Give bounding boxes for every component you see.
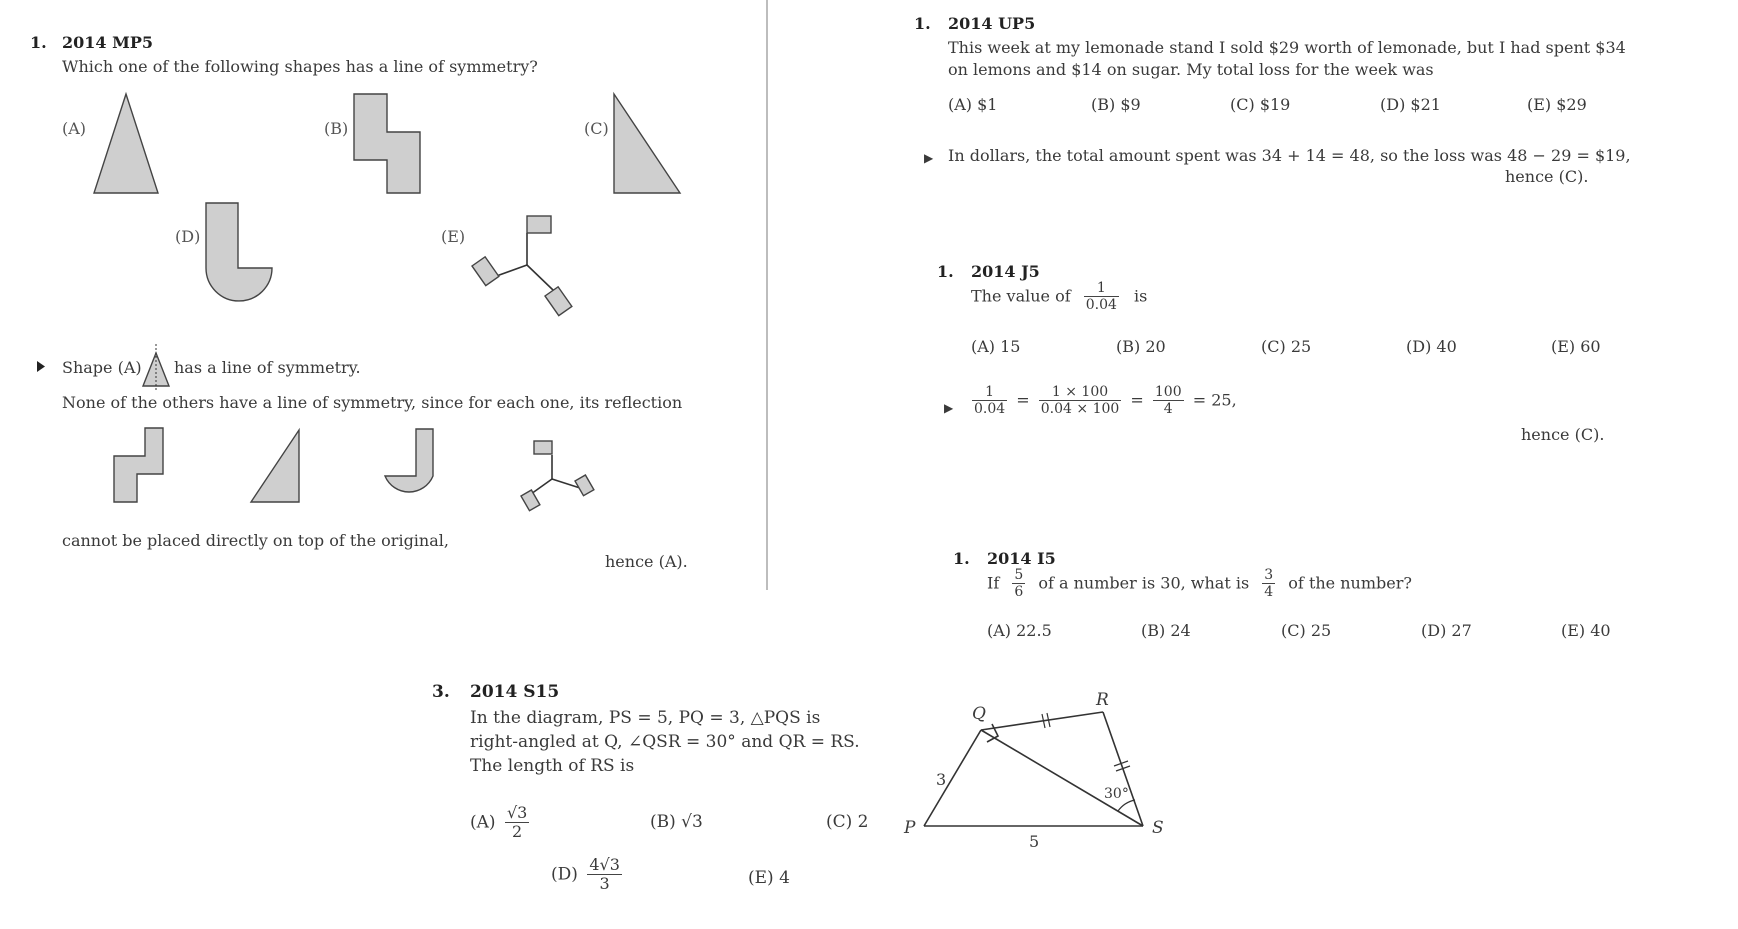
option-a: (A) $1 (948, 95, 998, 114)
option-c: (C) 25 (1281, 621, 1332, 640)
question-prefix: If (987, 573, 1000, 593)
problem-number: 1. (914, 14, 931, 33)
question-suffix: is (1134, 286, 1148, 306)
question-text: Which one of the following shapes has a line of symmetry? (62, 57, 538, 76)
option-a: (A) 22.5 (987, 621, 1052, 640)
denominator: 6 (1014, 584, 1024, 601)
answer-text-start: Shape (A) (62, 358, 142, 377)
option-label-c: (C) (584, 119, 609, 138)
side-length-ps: 5 (1029, 832, 1040, 851)
question-text-2: right-angled at Q, ∠QSR = 30° and QR = RS. (470, 732, 860, 752)
option-b: (B) 24 (1141, 621, 1191, 640)
option-c: (C) 2 (826, 812, 869, 832)
option-a: (A) 15 (971, 337, 1021, 356)
final-answer: hence (A). (605, 552, 688, 571)
option-e: (E) $29 (1527, 95, 1587, 114)
problem-number: 1. (953, 549, 970, 568)
vertex-label-s: S (1152, 818, 1164, 838)
numerator: 3 (1264, 567, 1274, 583)
vertex-label-q: Q (972, 704, 986, 724)
angle-label: 30° (1104, 786, 1129, 802)
numerator: √3 (506, 803, 528, 822)
problem-code: 2014 J5 (971, 262, 1040, 281)
question-prefix: The value of (971, 286, 1071, 306)
problem-number: 3. (432, 682, 450, 702)
equals-sign: = (1016, 390, 1030, 410)
segment-qs (981, 730, 1143, 826)
final-answer: hence (C). (1505, 167, 1589, 186)
numerator: 1 × 100 (1039, 384, 1122, 401)
denominator: 2 (512, 822, 523, 842)
option-b: (B) √3 (650, 812, 703, 832)
option-d: (D) 40 (1406, 337, 1457, 356)
vertex-label-p: P (904, 818, 916, 838)
denominator: 4 (1264, 584, 1274, 601)
problem-code: 2014 UP5 (948, 14, 1036, 33)
equals-sign: = (1130, 390, 1144, 410)
problem-code: 2014 I5 (987, 549, 1056, 568)
option-c: (C) $19 (1230, 95, 1291, 114)
option-b: (B) $9 (1091, 95, 1141, 114)
option-label-b: (B) (324, 119, 349, 138)
option-d: (D) $21 (1380, 95, 1441, 114)
answer-text-end: has a line of symmetry. (174, 358, 361, 377)
option-d: (D) 27 (1421, 621, 1472, 640)
explanation-text-2: cannot be placed directly on top of the original, (62, 531, 449, 550)
question-middle: of a number is 30, what is (1038, 573, 1250, 593)
final-answer: hence (C). (1521, 425, 1605, 444)
option-label: (D) (551, 864, 578, 885)
question-text-3: The length of RS is (470, 756, 635, 776)
question-text-2: on lemons and $14 on sugar. My total loss for the week was (948, 60, 1434, 79)
option-e: (E) 4 (748, 868, 790, 888)
problem-code: 2014 MP5 (62, 33, 153, 52)
option-label-e: (E) (441, 227, 466, 246)
problem-number: 1. (937, 262, 954, 281)
option-e: (E) 60 (1551, 337, 1601, 356)
answer-bullet-3: ▶ (944, 401, 954, 415)
option-label-d: (D) (175, 227, 201, 246)
question-text: This week at my lemonade stand I sold $29 worth of lemonade, but I had spent $34 (948, 38, 1626, 57)
numerator: 5 (1014, 567, 1024, 583)
option-c: (C) 25 (1261, 337, 1312, 356)
side-length-pq: 3 (936, 770, 947, 789)
denominator: 0.04 × 100 (1040, 401, 1120, 418)
problem-code: 2014 S15 (470, 682, 560, 702)
explanation-text: None of the others have a line of symmetry, since for each one, its reflection (62, 393, 683, 412)
fraction-numerator: 1 (1084, 280, 1119, 297)
solution-text: In dollars, the total amount spent was 34 + 14 = 48, so the loss was 48 − 29 = $19, (948, 146, 1631, 165)
fraction-denominator: 0.04 (1085, 297, 1117, 314)
vertex-label-r: R (1096, 690, 1109, 710)
solution-result: = 25, (1192, 390, 1237, 410)
denominator: 3 (599, 874, 610, 894)
option-e: (E) 40 (1561, 621, 1611, 640)
denominator: 4 (1163, 401, 1173, 418)
problem-number: 1. (30, 33, 47, 52)
answer-bullet-2: ▶ (924, 151, 934, 165)
numerator: 100 (1154, 384, 1182, 400)
question-suffix: of the number? (1288, 573, 1412, 593)
segment-pq (924, 730, 981, 826)
question-text: In the diagram, PS = 5, PQ = 3, △PQS is (470, 708, 821, 728)
denominator: 0.04 (974, 401, 1006, 418)
option-b: (B) 20 (1116, 337, 1166, 356)
numerator: 1 (972, 384, 1007, 401)
numerator: 4√3 (589, 855, 620, 874)
option-label-a: (A) (62, 119, 87, 138)
option-label: (A) (470, 812, 496, 833)
